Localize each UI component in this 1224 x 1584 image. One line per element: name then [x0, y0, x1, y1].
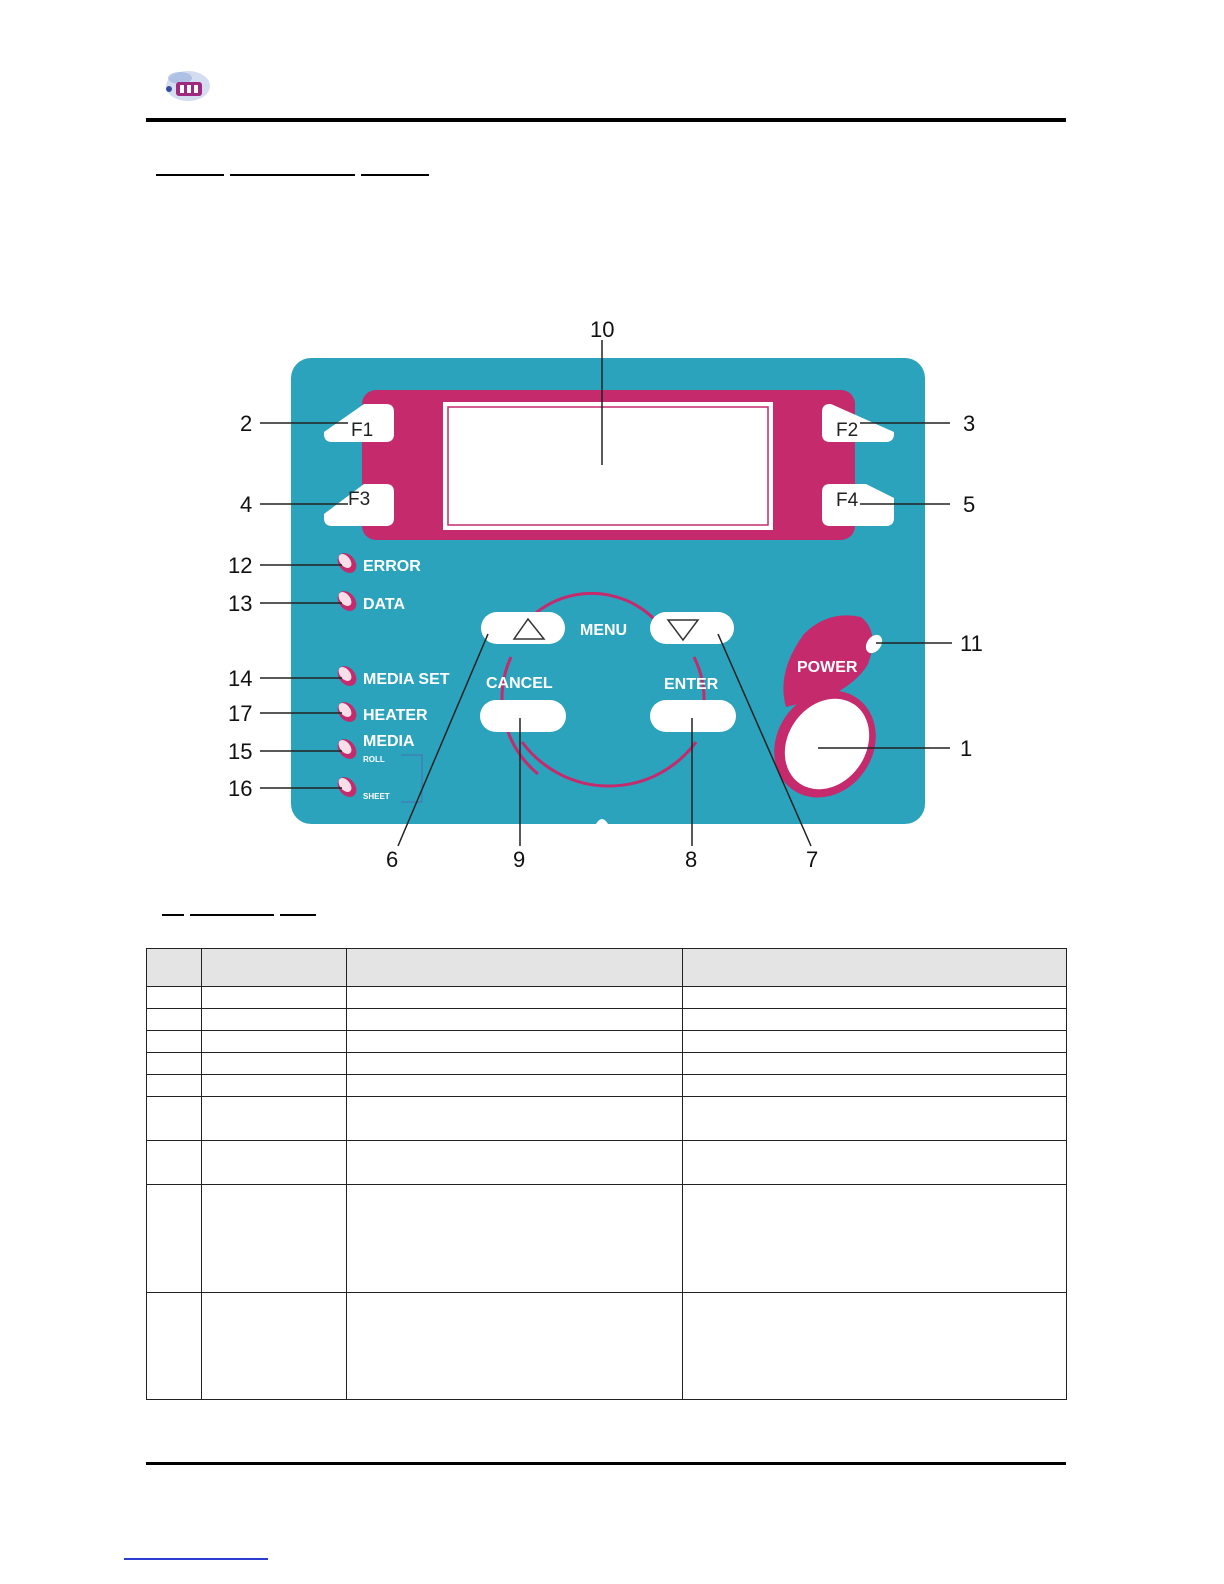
table-row — [147, 1293, 1067, 1400]
callout-17: 17 — [228, 701, 253, 726]
callout-16: 16 — [228, 776, 253, 801]
control-panel-diagram — [226, 312, 986, 877]
figure-caption-redacted — [280, 914, 316, 916]
callout-3: 3 — [963, 411, 976, 436]
section-title-redacted — [230, 174, 355, 176]
table-row — [147, 1053, 1067, 1075]
table-row — [147, 1031, 1067, 1053]
callout-9: 9 — [513, 847, 526, 872]
table-row — [147, 987, 1067, 1009]
footer-rule — [146, 1462, 1066, 1465]
roll-label: ROLL — [363, 755, 385, 764]
table-row — [147, 1185, 1067, 1293]
section-title-redacted — [361, 174, 429, 176]
enter-button[interactable] — [650, 700, 736, 732]
power-label: POWER — [797, 659, 858, 676]
callout-13: 13 — [228, 591, 253, 616]
callout-10: 10 — [590, 317, 615, 342]
table-row — [147, 1097, 1067, 1141]
callout-4: 4 — [240, 492, 253, 517]
company-logo — [160, 62, 216, 106]
header-rule — [146, 118, 1066, 122]
callout-6: 6 — [386, 847, 399, 872]
key-function-table — [146, 948, 1067, 1400]
cancel-label: CANCEL — [486, 675, 553, 692]
f1-label: F1 — [351, 420, 374, 441]
header-cell — [683, 949, 1067, 987]
error-label: ERROR — [363, 558, 421, 575]
figure-caption-redacted — [162, 914, 184, 916]
callout-11: 11 — [960, 631, 983, 656]
callout-5: 5 — [963, 492, 976, 517]
down-button[interactable] — [650, 612, 734, 644]
figure-caption-redacted — [190, 914, 274, 916]
media-label: MEDIA — [363, 733, 415, 750]
heater-label: HEATER — [363, 707, 428, 724]
table-header-row — [147, 949, 1067, 987]
callout-14: 14 — [228, 666, 253, 691]
media-set-label: MEDIA SET — [363, 671, 450, 688]
callout-2: 2 — [240, 411, 253, 436]
table-row — [147, 1075, 1067, 1097]
enter-label: ENTER — [664, 676, 719, 693]
callout-7: 7 — [806, 847, 819, 872]
menu-label: MENU — [580, 622, 628, 639]
callout-1: 1 — [960, 736, 973, 761]
f3-label: F3 — [348, 489, 371, 510]
sheet-label: SHEET — [363, 792, 390, 801]
callout-8: 8 — [685, 847, 698, 872]
lcd-display — [443, 402, 773, 530]
cancel-button[interactable] — [480, 700, 566, 732]
table-row — [147, 1141, 1067, 1185]
f4-label: F4 — [836, 490, 859, 511]
f2-label: F2 — [836, 420, 859, 441]
callout-15: 15 — [228, 739, 253, 764]
up-button[interactable] — [481, 612, 565, 644]
callout-12: 12 — [228, 553, 253, 578]
footer-link-underline[interactable] — [124, 1558, 268, 1560]
data-label: DATA — [363, 596, 406, 613]
section-title-redacted — [156, 174, 224, 176]
table-row — [147, 1009, 1067, 1031]
header-cell — [147, 949, 202, 987]
header-cell — [202, 949, 347, 987]
header-cell — [347, 949, 683, 987]
